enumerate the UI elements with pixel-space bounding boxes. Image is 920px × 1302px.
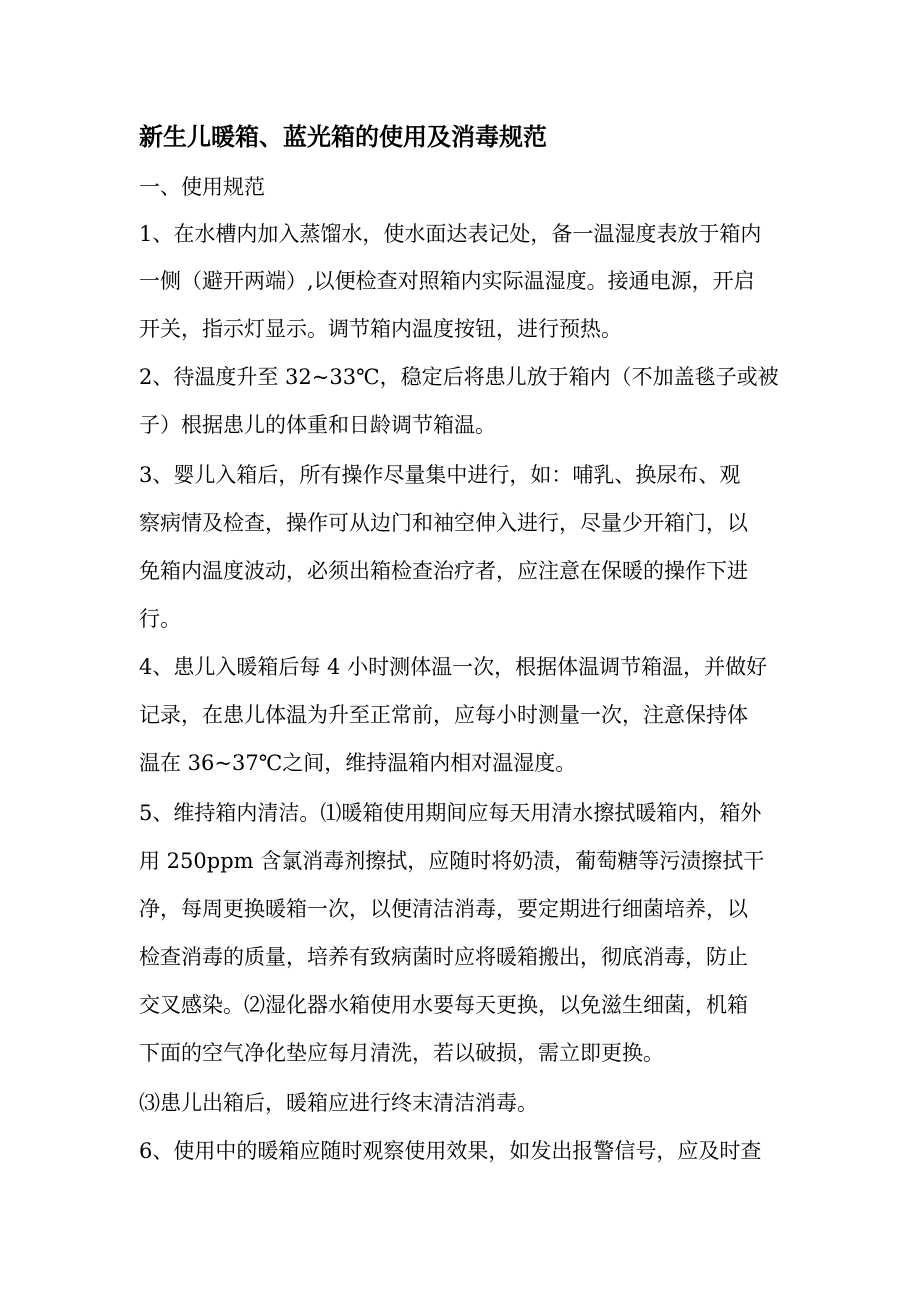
text-line: 3、婴儿入箱后，所有操作尽量集中进行，如：哺乳、换尿布、观 [139, 463, 741, 487]
text-line: 温在 36~37℃之间，维持温箱内相对温湿度。 [139, 751, 577, 775]
section-heading: 一、使用规范 [139, 175, 265, 199]
text-line: 5、维持箱内清洁。⑴暖箱使用期间应每天用清水擦拭暖箱内，箱外 [139, 801, 762, 825]
text-line: 净，每周更换暖箱一次，以便清洁消毒，要定期进行细菌培养，以 [139, 897, 748, 921]
text-line: 用 250ppm 含氯消毒剂擦拭，应随时将奶渍，葡萄糖等污渍擦拭干 [139, 849, 765, 873]
text-line: 开关，指示灯显示。调节箱内温度按钮，进行预热。 [139, 317, 622, 341]
text-line: 1、在水槽内加入蒸馏水，使水面达表记处，备一温湿度表放于箱内 [139, 222, 762, 246]
text-line: ⑶患儿出箱后，暖箱应进行终末清洁消毒。 [139, 1091, 538, 1115]
text-line: 行。 [139, 607, 181, 631]
text-line: 交叉感染。⑵湿化器水箱使用水要每天更换，以免滋生细菌，机箱 [139, 993, 748, 1017]
text-line: 一侧（避开两端）,以便检查对照箱内实际温湿度。接通电源，开启 [139, 269, 755, 293]
text-line: 4、患儿入暖箱后每 4 小时测体温一次，根据体温调节箱温，并做好 [139, 655, 768, 679]
document-title: 新生儿暖箱、蓝光箱的使用及消毒规范 [139, 122, 547, 151]
text-line: 6、使用中的暖箱应随时观察使用效果，如发出报警信号，应及时查 [139, 1139, 762, 1163]
text-line: 记录，在患儿体温为升至正常前，应每小时测量一次，注意保持体 [139, 703, 748, 727]
text-line: 察病情及检查，操作可从边门和袖空伸入进行，尽量少开箱门，以 [139, 511, 748, 535]
text-line: 子）根据患儿的体重和日龄调节箱温。 [139, 413, 496, 437]
text-line: 免箱内温度波动，必须出箱检查治疗者，应注意在保暖的操作下进 [139, 559, 748, 583]
text-line: 检查消毒的质量，培养有致病菌时应将暖箱搬出，彻底消毒，防止 [139, 945, 748, 969]
text-line: 2、待温度升至 32~33℃，稳定后将患儿放于箱内（不加盖毯子或被 [139, 365, 779, 389]
text-line: 下面的空气净化垫应每月清洗，若以破损，需立即更换。 [139, 1041, 664, 1065]
